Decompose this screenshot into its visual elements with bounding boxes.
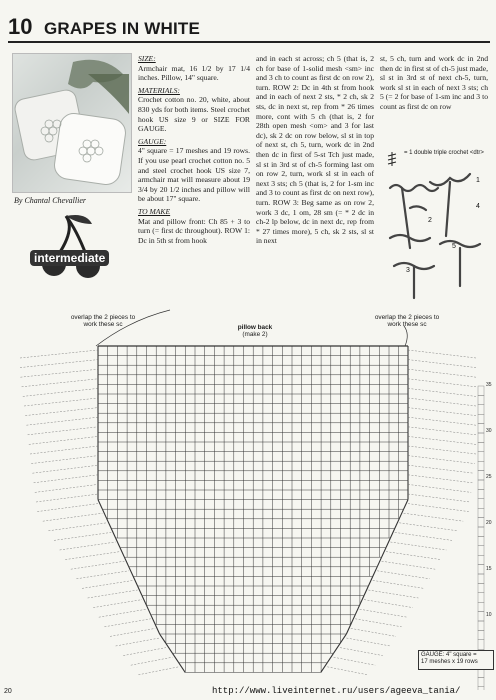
- overlap-pointer-right: [404, 326, 407, 346]
- grid-line: [399, 509, 403, 519]
- edging-line: [368, 590, 418, 598]
- edging-line: [408, 427, 476, 435]
- row-scale-cell: [478, 583, 484, 592]
- grid-line: [146, 605, 150, 615]
- row-scale-cell: [478, 612, 484, 621]
- edging-line: [28, 427, 98, 435]
- size-heading: SIZE:: [138, 54, 156, 63]
- grid-line: [364, 586, 368, 596]
- grid-line: [120, 548, 124, 558]
- row-scale-cell: [478, 508, 484, 517]
- legend-step-4: 4: [476, 203, 480, 210]
- row-scale-cell: [478, 527, 484, 536]
- edging-line: [408, 446, 476, 454]
- crochet-chart: [0, 290, 496, 690]
- edging-line: [88, 590, 138, 598]
- pillow-back-label: [200, 324, 310, 339]
- grid-line: [377, 557, 381, 567]
- edging-line: [360, 609, 408, 617]
- grid-line: [334, 644, 340, 654]
- edging-line: [408, 388, 476, 396]
- row-scale-cell: [478, 461, 484, 470]
- row-scale-cell: [478, 640, 484, 649]
- edging-line: [20, 350, 98, 358]
- pattern-title: GRAPES IN WHITE: [44, 19, 201, 38]
- edging-line: [48, 523, 106, 531]
- materials-heading: MATERIALS:: [138, 85, 180, 95]
- edging-line: [408, 475, 472, 483]
- edging-line: [93, 600, 142, 608]
- edging-line: [24, 398, 98, 406]
- grid-line: [142, 596, 146, 606]
- gauge-heading: GAUGE:: [138, 136, 167, 146]
- edging-line: [408, 398, 476, 406]
- pillow-back-title: pillow back: [237, 324, 273, 331]
- legend-label: = 1 double triple crochet <dtr>: [404, 150, 484, 156]
- edging-line: [399, 523, 457, 531]
- edging-line: [76, 571, 128, 579]
- edging-line: [82, 580, 133, 588]
- edging-line: [37, 504, 98, 512]
- grid-line: [346, 624, 350, 634]
- edging-line: [408, 436, 476, 444]
- row-scale-cell: [478, 602, 484, 611]
- edging-line: [34, 475, 98, 483]
- row-scale-cell: [478, 677, 484, 686]
- edging-line: [36, 494, 98, 502]
- edging-line: [364, 600, 413, 608]
- row-number: 20: [486, 520, 492, 526]
- row-scale-cell: [478, 405, 484, 414]
- gauge-line-2: 17 meshes x 19 rows: [421, 659, 478, 666]
- edging-line: [32, 465, 98, 473]
- grid-line: [155, 624, 159, 634]
- edging-line: [408, 465, 474, 473]
- edging-line: [408, 350, 476, 358]
- legend-step-5: 5: [452, 243, 456, 250]
- edging-line: [390, 542, 446, 550]
- pattern-number: 10: [8, 14, 33, 39]
- grid-line: [340, 634, 346, 644]
- overlap-label-right: overlap the 2 pieces to work these sc: [374, 314, 440, 329]
- edging-line: [408, 504, 469, 512]
- chart-grid: [98, 346, 408, 672]
- edging-line: [138, 667, 178, 675]
- row-scale-cell: [478, 630, 484, 639]
- size-text: Armchair mat, 16 1/2 by 17 1/4 inches. Pillow, 14" square.: [138, 63, 250, 83]
- row-scale-cell: [478, 480, 484, 489]
- gauge-box: [418, 650, 494, 670]
- grid-line: [327, 653, 333, 663]
- grid-line: [133, 576, 137, 586]
- page-number: 20: [4, 688, 12, 695]
- header-rule: [8, 41, 490, 43]
- row-scale-cell: [478, 687, 484, 690]
- row-scale-cell: [478, 414, 484, 423]
- grid-line: [98, 500, 102, 510]
- edging-line: [382, 561, 436, 569]
- row-number: 25: [486, 474, 492, 480]
- grid-line: [172, 653, 178, 663]
- row-scale-cell: [478, 452, 484, 461]
- row-number: 30: [486, 428, 492, 434]
- grid-line: [382, 548, 386, 558]
- grid-line: [351, 615, 355, 625]
- edging-line: [23, 388, 98, 396]
- photo-credit: By Chantal Chevallier: [14, 196, 86, 205]
- grid-line: [116, 538, 120, 548]
- skill-level-label: intermediate: [30, 250, 109, 266]
- edging-line: [408, 408, 476, 416]
- edging-line: [99, 609, 147, 617]
- edging-line: [346, 638, 390, 646]
- row-scale-cell: [478, 433, 484, 442]
- grid-line: [107, 519, 111, 529]
- edging-line: [116, 638, 160, 646]
- edging-line: [404, 513, 464, 521]
- edging-line: [351, 628, 396, 636]
- grid-line: [138, 586, 142, 596]
- instructions-column-2: and in each st across; ch 5 (that is, 2 ch for base of 1-solid mesh <sm> inc and 3 ch to count as first dc on row 2), turn. ROW 2: Dc in 4th st from hook and in each of next 2 sts, * 2 ch, sk 2 sts, dc in next st, rep from * 26 times more, cont with 5 ch (that is, 2 for 28th open mesh <om> and 3 for last dc), sk 2 dc on row below, sl st in top of next st, ch 5, turn, work dc in 2nd then dc in first of 5-st Tch just made, sl st in 3rd st of ch-5 forming last om on row 2, turn, work sl st in each of next 3 sts; ch 5 (that is, 2 for 1-sm inc and 3 to count as first dc on next row), turn. ROW 3: Beg same as on row 2, work 3 dc, 1 om, 28 sm (= * 2 dc in ch-2 lp below, dc in next dc, rep from * 27 times more), 5 ch, sk 2 sts, sl st in next: [256, 54, 374, 246]
- grid-line: [360, 596, 364, 606]
- row-scale-cell: [478, 499, 484, 508]
- row-scale-cell: [478, 489, 484, 498]
- edging-line: [408, 456, 475, 464]
- edging-line: [20, 360, 98, 368]
- grid-line: [111, 528, 115, 538]
- grid-line: [129, 567, 133, 577]
- edging-line: [104, 619, 150, 627]
- edging-line: [408, 369, 476, 377]
- grid-line: [368, 576, 372, 586]
- grid-line: [124, 557, 128, 567]
- to-make-heading: TO MAKE: [138, 206, 171, 216]
- pillow-back-sub: (make 2): [242, 331, 268, 339]
- gauge-line-1: GAUGE: 4" square =: [421, 652, 477, 658]
- edging-line: [20, 369, 98, 377]
- dtr-steps-illustration: [380, 148, 490, 308]
- row-scale-cell: [478, 536, 484, 545]
- edging-line: [22, 379, 98, 387]
- edging-line: [340, 648, 383, 656]
- edging-line: [54, 532, 111, 540]
- row-scale-cell: [478, 386, 484, 395]
- edging-line: [386, 552, 441, 560]
- edging-line: [408, 484, 471, 492]
- edging-line: [25, 408, 98, 416]
- gauge-text: 4" square = 17 meshes and 19 rows. If you use pearl crochet cotton no. 5 and steel crochet hook US size 7, armchair mat will measure about 19 3/4 by 20 1/2 inches and pillow will be about 17" square.: [138, 146, 250, 204]
- edging-line: [71, 561, 125, 569]
- edging-line: [123, 648, 166, 656]
- stitch-legend: [380, 148, 490, 308]
- footer-url: http://www.liveinternet.ru/users/ageeva_tania/: [212, 686, 461, 696]
- grid-line: [179, 663, 185, 673]
- row-scale-cell: [478, 395, 484, 404]
- edging-line: [373, 580, 424, 588]
- grid-line: [386, 538, 390, 548]
- edging-line: [31, 456, 98, 464]
- cherry-icon: [26, 212, 136, 282]
- grid-line: [373, 567, 377, 577]
- project-photo: [12, 53, 132, 193]
- edging-line: [408, 379, 476, 387]
- grid-line: [151, 615, 155, 625]
- row-scale-cell: [478, 565, 484, 574]
- row-number: 35: [486, 382, 492, 388]
- edging-line: [377, 571, 429, 579]
- grid-line: [321, 663, 327, 673]
- edging-line: [408, 494, 470, 502]
- row-scale-cell: [478, 555, 484, 564]
- grid-line: [395, 519, 399, 529]
- row-scale-cell: [478, 574, 484, 583]
- overlap-label-left: overlap the 2 pieces to work these sc: [70, 314, 136, 329]
- to-make-text: Mat and pillow front: Ch 85 + 3 to turn (= first dc throughout). ROW 1: Dc in 5th st from hook: [138, 216, 250, 245]
- edging-line: [395, 532, 452, 540]
- grid-line: [160, 634, 166, 644]
- edging-line: [110, 628, 155, 636]
- edging-line: [327, 667, 367, 675]
- edging-line: [35, 484, 98, 492]
- edging-line: [60, 542, 116, 550]
- row-scale-cell: [478, 424, 484, 433]
- instructions-column-1: [138, 54, 250, 248]
- edging-line: [408, 417, 476, 425]
- skill-badge-graphic: [26, 212, 136, 282]
- edging-line: [26, 417, 98, 425]
- row-scale-cell: [478, 621, 484, 630]
- materials-text: Crochet cotton no. 20, white, about 830 yds for both items. Steel crochet hook US size 9 or SIZE FOR GAUGE.: [138, 95, 250, 134]
- edging-line: [43, 513, 103, 521]
- legend-step-2: 2: [428, 217, 432, 224]
- legend-step-1: 1: [476, 177, 480, 184]
- grid-line: [166, 644, 172, 654]
- instructions-column-3: st, 5 ch, turn and work dc in 2nd then dc in first st of ch-5 just made, sl st in 3rd st of next ch-5, turn, work sl st in each of next 3 sts; ch 5 (= 2 for base of 1-sm inc and 3 to count as first dc on row: [380, 54, 488, 111]
- row-scale-cell: [478, 546, 484, 555]
- grid-line: [404, 500, 408, 510]
- row-number: 15: [486, 566, 492, 572]
- edging-line: [355, 619, 401, 627]
- row-number: 10: [486, 612, 492, 618]
- edging-line: [131, 657, 173, 665]
- edging-line: [30, 446, 98, 454]
- row-scale-cell: [478, 593, 484, 602]
- edging-line: [65, 552, 120, 560]
- edging-line: [29, 436, 98, 444]
- edging-line: [408, 360, 476, 368]
- photo-illustration: [13, 54, 131, 192]
- legend-step-3: 3: [406, 267, 410, 274]
- row-scale-cell: [478, 442, 484, 451]
- row-scale-cell: [478, 518, 484, 527]
- grid-line: [390, 528, 394, 538]
- grid-line: [355, 605, 359, 615]
- row-scale-cell: [478, 471, 484, 480]
- row-number-scale: [478, 382, 492, 690]
- grid-line: [102, 509, 106, 519]
- edging-line: [334, 657, 376, 665]
